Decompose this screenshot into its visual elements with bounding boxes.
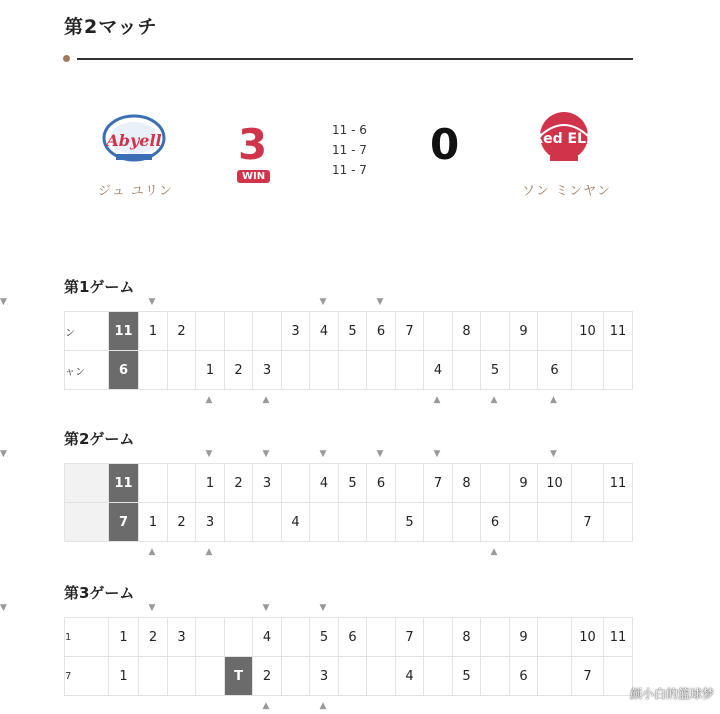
point-cell xyxy=(481,464,510,503)
point-cell xyxy=(538,312,572,351)
point-cell: 4 xyxy=(253,618,282,657)
point-cell: 4 xyxy=(282,503,310,542)
point-cell xyxy=(481,312,510,351)
game-2-bottom-row xyxy=(65,503,633,542)
point-cell xyxy=(604,503,633,542)
point-cell xyxy=(225,312,253,351)
point-cell xyxy=(282,618,310,657)
title-rule xyxy=(77,58,633,60)
serve-marker-icon: ▼ xyxy=(0,603,7,613)
point-cell: 3 xyxy=(310,657,339,696)
row-player-label: ン xyxy=(65,312,109,351)
point-cell xyxy=(339,351,367,390)
point-cell xyxy=(396,351,424,390)
match-title: 第2マッチ xyxy=(64,16,158,38)
point-cell: 2 xyxy=(253,657,282,696)
right-score: 0 xyxy=(430,120,460,169)
watermark: 颜小白的篮球梦 xyxy=(629,687,714,701)
svg-text:Abyell: Abyell xyxy=(106,131,162,150)
point-cell xyxy=(424,618,453,657)
point-cell xyxy=(282,657,310,696)
point-cell xyxy=(253,503,282,542)
point-cell xyxy=(510,503,538,542)
point-cell xyxy=(572,351,604,390)
point-cell xyxy=(424,503,453,542)
point-cell xyxy=(367,351,396,390)
point-cell: 5 xyxy=(453,657,481,696)
point-cell xyxy=(367,657,396,696)
point-cell: 1 xyxy=(196,351,225,390)
point-cell: T xyxy=(225,657,253,696)
left-score: 3 xyxy=(238,120,268,169)
point-cell: 7 xyxy=(396,312,424,351)
left-player-name: ジュ ユリン xyxy=(98,184,173,199)
win-badge: WIN xyxy=(237,170,270,183)
serve-marker-icon: ▲ xyxy=(433,395,441,405)
point-cell: 7 xyxy=(424,464,453,503)
point-cell: 11 xyxy=(109,464,139,503)
point-cell: 10 xyxy=(572,618,604,657)
point-cell: 7 xyxy=(396,618,424,657)
point-cell: 9 xyxy=(510,464,538,503)
point-cell: 9 xyxy=(510,312,538,351)
serve-marker-icon: ▼ xyxy=(550,449,557,459)
point-cell: 8 xyxy=(453,312,481,351)
point-cell: 11 xyxy=(604,464,633,503)
point-cell xyxy=(453,503,481,542)
point-cell: 5 xyxy=(481,351,510,390)
point-cell: 1 xyxy=(139,503,168,542)
game-title-2: 第2ゲーム xyxy=(64,430,135,448)
point-cell xyxy=(282,464,310,503)
point-cell: 10 xyxy=(572,312,604,351)
game-3-bottom-row xyxy=(65,657,633,696)
point-cell xyxy=(424,657,453,696)
point-cell: 6 xyxy=(339,618,367,657)
point-cell xyxy=(481,618,510,657)
point-cell: 1 xyxy=(139,312,168,351)
point-cell: 3 xyxy=(253,351,282,390)
serve-marker-icon: ▼ xyxy=(319,449,327,459)
serve-marker-icon: ▼ xyxy=(262,603,270,613)
point-cell xyxy=(396,464,424,503)
point-cell: 11 xyxy=(604,312,633,351)
point-cell xyxy=(225,618,253,657)
point-cell: 7 xyxy=(572,503,604,542)
point-cell: 2 xyxy=(168,503,196,542)
point-cell xyxy=(481,657,510,696)
point-cell: 3 xyxy=(196,503,225,542)
right-team-logo xyxy=(524,110,604,168)
point-cell: 8 xyxy=(453,464,481,503)
point-cell: 9 xyxy=(510,618,538,657)
serve-marker-icon: ▲ xyxy=(205,395,213,405)
serve-marker-icon: ▲ xyxy=(490,395,498,405)
game-title-3: 第3ゲーム xyxy=(64,584,135,602)
point-cell: 3 xyxy=(253,464,282,503)
point-cell xyxy=(604,351,633,390)
game-score-3: 11 - 7 xyxy=(332,163,367,177)
point-cell xyxy=(538,618,572,657)
row-player-label xyxy=(65,503,109,542)
point-cell: 5 xyxy=(310,618,339,657)
svg-text:Red ELF: Red ELF xyxy=(532,131,596,147)
point-cell: 2 xyxy=(225,351,253,390)
game-1-bottom-row xyxy=(65,351,633,390)
point-cell xyxy=(139,657,168,696)
point-cell xyxy=(604,657,633,696)
point-cell xyxy=(453,351,481,390)
serve-marker-icon: ▼ xyxy=(319,603,327,613)
serve-marker-icon: ▲ xyxy=(205,547,213,557)
point-cell xyxy=(310,351,339,390)
point-cell: 4 xyxy=(310,464,339,503)
point-cell: 5 xyxy=(339,464,367,503)
point-cell xyxy=(310,503,339,542)
point-cell xyxy=(168,657,196,696)
point-cell: 6 xyxy=(367,464,396,503)
point-cell: 1 xyxy=(109,657,139,696)
point-cell xyxy=(339,657,367,696)
serve-marker-icon: ▼ xyxy=(148,297,156,307)
title-dot xyxy=(63,55,70,62)
point-cell: 6 xyxy=(367,312,396,351)
serve-marker-icon: ▲ xyxy=(262,395,270,405)
point-cell xyxy=(139,464,168,503)
row-player-label: ャン xyxy=(65,351,109,390)
serve-marker-icon: ▼ xyxy=(376,449,384,459)
point-cell xyxy=(572,464,604,503)
row-player-label: 1 xyxy=(65,618,109,657)
game-grid-1 xyxy=(64,311,633,390)
row-player-label: 7 xyxy=(65,657,109,696)
point-cell xyxy=(168,464,196,503)
point-cell xyxy=(282,351,310,390)
point-cell: 4 xyxy=(310,312,339,351)
serve-marker-icon: ▼ xyxy=(376,297,384,307)
point-cell: 4 xyxy=(396,657,424,696)
game-score-1: 11 - 6 xyxy=(332,123,367,137)
point-cell: 10 xyxy=(538,464,572,503)
game-score-2: 11 - 7 xyxy=(332,143,367,157)
point-cell: 1 xyxy=(196,464,225,503)
point-cell: 7 xyxy=(109,503,139,542)
serve-marker-icon: ▲ xyxy=(262,701,270,711)
point-cell xyxy=(225,503,253,542)
serve-marker-icon: ▲ xyxy=(148,547,156,557)
point-cell: 1 xyxy=(109,618,139,657)
point-cell xyxy=(168,351,196,390)
point-cell: 7 xyxy=(572,657,604,696)
point-cell: 2 xyxy=(225,464,253,503)
point-cell: 6 xyxy=(109,351,139,390)
serve-marker-icon: ▲ xyxy=(319,701,327,711)
right-player-name: ソン ミンヤン xyxy=(522,184,612,199)
point-cell xyxy=(196,657,225,696)
point-cell: 11 xyxy=(109,312,139,351)
point-cell xyxy=(367,618,396,657)
point-cell: 3 xyxy=(282,312,310,351)
point-cell xyxy=(538,657,572,696)
game-1-top-row xyxy=(65,312,633,351)
point-cell: 5 xyxy=(396,503,424,542)
game-grid-3 xyxy=(64,617,633,696)
point-cell xyxy=(339,503,367,542)
serve-marker-icon: ▲ xyxy=(550,395,557,405)
serve-marker-icon: ▼ xyxy=(205,449,213,459)
point-cell: 6 xyxy=(481,503,510,542)
point-cell: 3 xyxy=(168,618,196,657)
point-cell: 4 xyxy=(424,351,453,390)
point-cell: 6 xyxy=(510,657,538,696)
point-cell xyxy=(196,618,225,657)
serve-marker-icon: ▼ xyxy=(148,603,156,613)
game-3-top-row xyxy=(65,618,633,657)
game-2-top-row xyxy=(65,464,633,503)
left-team-logo xyxy=(96,110,172,168)
game-title-1: 第1ゲーム xyxy=(64,278,135,296)
point-cell: 6 xyxy=(538,351,572,390)
serve-marker-icon: ▲ xyxy=(490,547,498,557)
point-cell: 5 xyxy=(339,312,367,351)
point-cell xyxy=(196,312,225,351)
point-cell xyxy=(139,351,168,390)
point-cell: 2 xyxy=(139,618,168,657)
point-cell xyxy=(510,351,538,390)
serve-marker-icon: ▼ xyxy=(262,449,270,459)
point-cell xyxy=(538,503,572,542)
point-cell xyxy=(367,503,396,542)
point-cell: 8 xyxy=(453,618,481,657)
point-cell: 2 xyxy=(168,312,196,351)
serve-marker-icon: ▼ xyxy=(433,449,441,459)
row-player-label xyxy=(65,464,109,503)
point-cell xyxy=(424,312,453,351)
game-grid-2 xyxy=(64,463,633,542)
point-cell: 11 xyxy=(604,618,633,657)
point-cell xyxy=(253,312,282,351)
serve-marker-icon: ▼ xyxy=(0,449,7,459)
serve-marker-icon: ▼ xyxy=(319,297,327,307)
serve-marker-icon: ▼ xyxy=(0,297,7,307)
